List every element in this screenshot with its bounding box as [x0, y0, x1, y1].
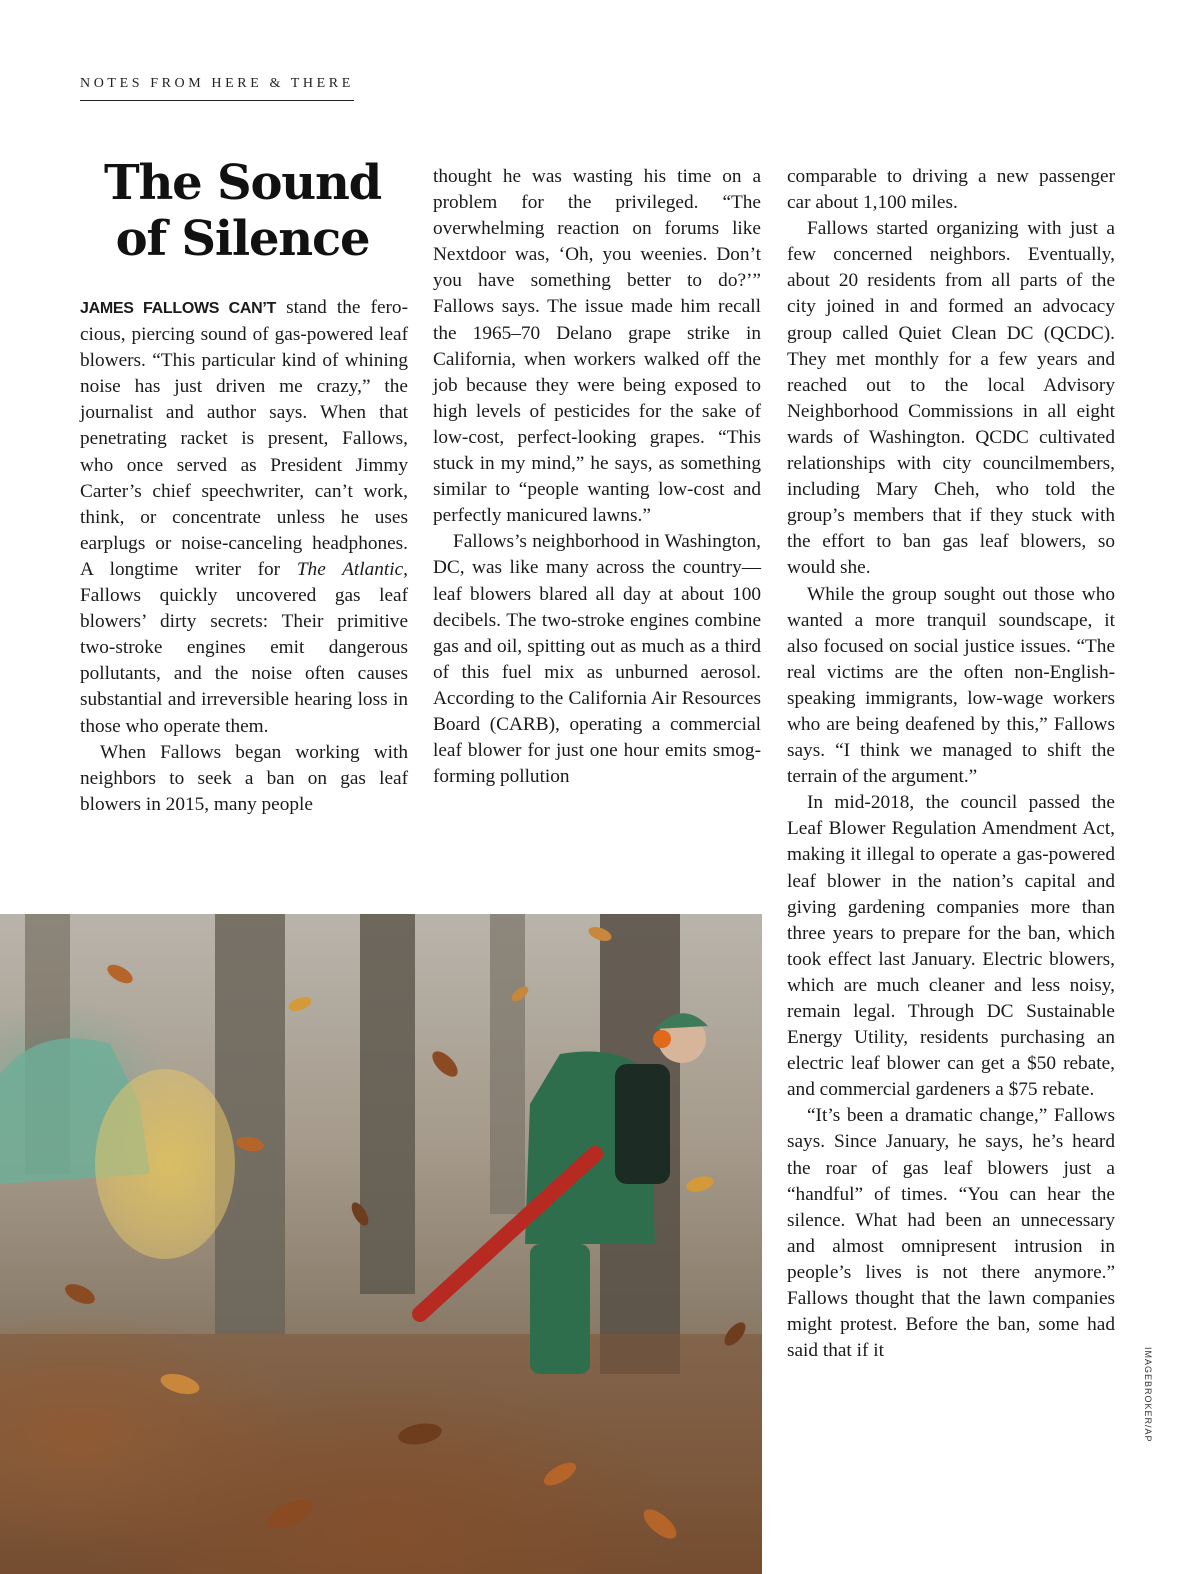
article-paragraph: comparable to driving a new passenger car about 1,100 miles.: [787, 166, 1115, 214]
photo-credit: IMAGEBROKER/AP: [1143, 1347, 1153, 1443]
ear-protector-icon: [653, 1030, 671, 1048]
worker-legs: [530, 1244, 590, 1374]
paragraph-text: Fallows quickly uncovered gas leaf blowers’ dirty secrets: Their primitive two-stroke engines emit dangerous pollutants, and the noise often causes substantial and irreversible hearing loss in those who operate them.: [80, 585, 408, 737]
article-paragraph: thought he was wasting his time on a problem for the privileged. “The overwhelming reaction on forums like Nextdoor was, ‘Oh, you weenies. Don’t you have something better to do?’” Fallows says. The issue made him recall the 1965–70 Delano grape strike in California, when workers walked off the job because they were being exposed to high levels of pesticides for the sake of low-cost, perfect-looking grapes. “This stuck in my mind,” he says, as something similar to “people wanting low-cost and perfectly manicured lawns.”: [433, 166, 761, 527]
section-label: NOTES FROM HERE & THERE: [80, 76, 354, 101]
article-paragraph: [80, 295, 408, 740]
article-paragraph: When Fallows began working with neighbors to seek a ban on gas leaf blowers in 2015, many people: [80, 741, 408, 815]
article-paragraph: While the group sought out those who wanted a more tranquil soundscape, it also focused on social justice issues. “The real victims are the often non-English-speaking immigrants, low-wage workers who are being deafened by this,” Fallows says. “I think we managed to shift the terrain of the argument.”: [787, 583, 1115, 788]
article-paragraph: Fallows’s neighborhood in Washington, DC, was like many across the country—leaf blowers blared all day at about 100 decibels. The two-stroke engines combine gas and oil, spitting out as much as a third of this fuel mix as unburned aerosol. According to the California Air Resources Board (CARB), operating a commercial leaf blower for just one hour emits smog-forming pollution: [433, 531, 761, 788]
article-paragraph: Fallows started organizing with just a few concerned neighbors. Eventually, about 20 residents from all parts of the city joined in and formed an advocacy group called Quiet Clean DC (QCDC). They met monthly for a few years and reached out to the local Advisory Neighborhood Commissions in all eight wards of Washington. QCDC cultivated relationships with city councilmembers, including Mary Cheh, who told the group’s members that if they stuck with the effort to ban gas leaf blowers, so would she.: [787, 218, 1115, 579]
publication-name: The Atlantic,: [296, 558, 408, 580]
tree-trunk: [490, 914, 525, 1214]
article-column-3: [787, 164, 1115, 1364]
article-paragraph: “It’s been a dramatic change,” Fallows says. Since January, he says, he’s heard the roar of gas leaf blowers just a “handful” of times. “You can hear the silence. What had been an unnecessary and almost omnipresent intrusion in people’s lives is not there anymore.” Fallows thought that the lawn companies might protest. Before the ban, some had said that if it: [787, 1105, 1115, 1362]
headline-line-2: of Silence: [115, 211, 370, 267]
paragraph-text: stand the ferocious, piercing sound of gas-powered leaf blowers. “This particular kind of whining noise has just driven me crazy,” the journalist and author says. When that penetrating racket is present, Fallows, who once served as President Jimmy Carter’s chief speechwriter, can’t work, think, or concentrate unless he uses earplugs or noise-canceling headphones. A longtime writer for: [80, 297, 408, 580]
headline-line-1: The Sound: [103, 155, 382, 211]
lead-in: JAMES FALLOWS CAN’T: [80, 300, 276, 317]
photo-illustration: [0, 914, 762, 1574]
leaf-blower-photo: [0, 914, 762, 1574]
article-column-2: [433, 164, 761, 790]
article-paragraph: In mid-2018, the council passed the Leaf Blower Regulation Amendment Act, making it illegal to operate a gas-powered leaf blower in the nation’s capital and giving gardening companies more than three years to prepare for the ban, which took effect last January. Electric blowers, which are much cleaner and less noisy, remain legal. Through DC Sustainable Energy Utility, residents purchasing an electric leaf blower can get a $50 rebate, and commercial gardeners a $75 rebate.: [787, 792, 1115, 1101]
backpack-blower: [615, 1064, 670, 1184]
article-column-1: [80, 295, 408, 818]
tree-trunk: [360, 914, 415, 1294]
headline: [80, 155, 405, 267]
ground: [0, 1334, 762, 1574]
blurred-yellow-leaf: [95, 1069, 235, 1259]
